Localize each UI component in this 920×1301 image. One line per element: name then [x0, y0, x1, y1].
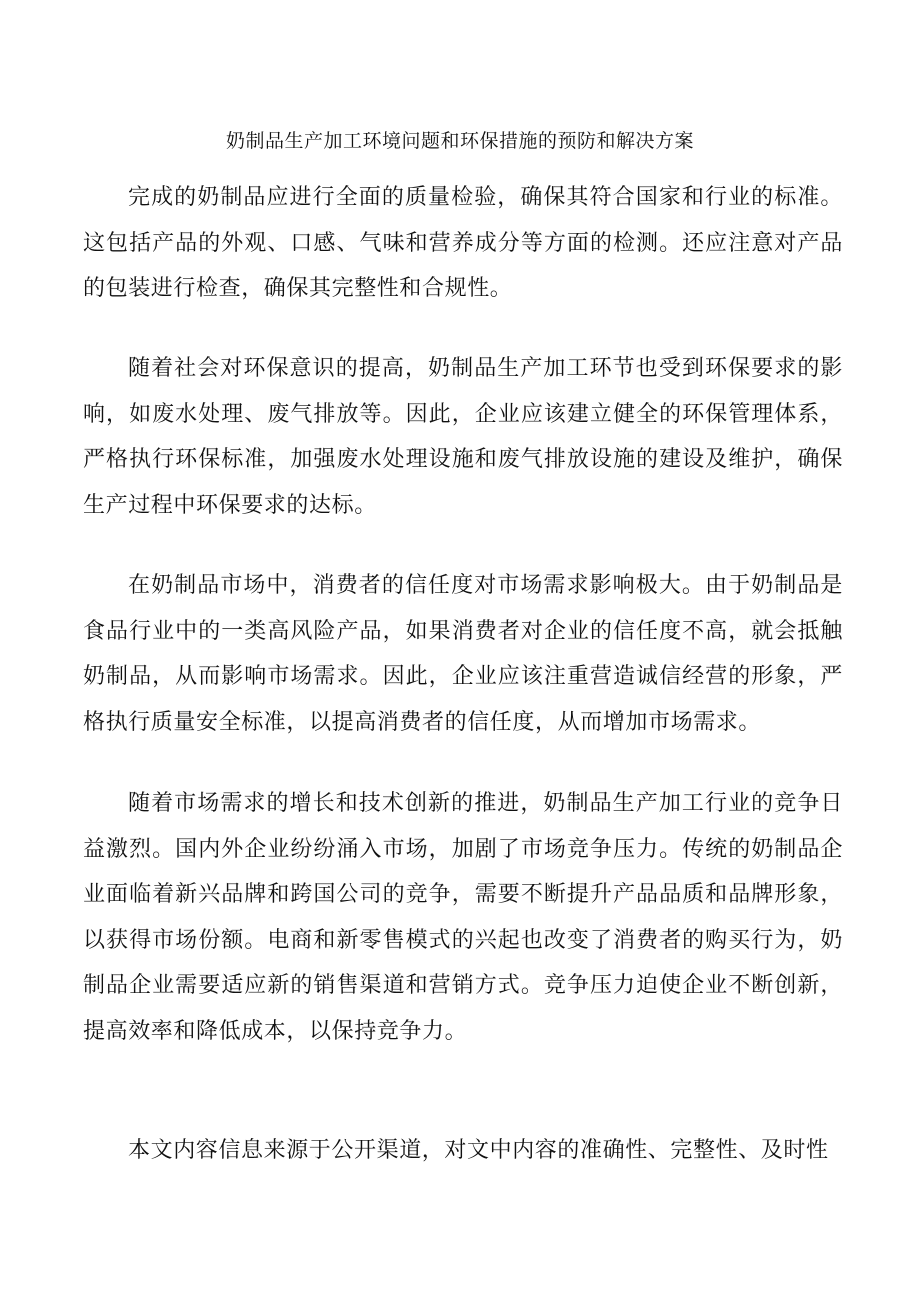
paragraph-environmental-protection: 随着社会对环保意识的提高，奶制品生产加工环节也受到环保要求的影响，如废水处理、废气排放等。因此，企业应该建立健全的环保管理体系，严格执行环保标准，加强废水处理设施和废气排放设施的建设及维护，确保生产过程中环保要求的达标。 — [83, 356, 843, 518]
paragraph-quality-inspection: 完成的奶制品应进行全面的质量检验，确保其符合国家和行业的标准。这包括产品的外观、口感、气味和营养成分等方面的检测。还应注意对产品的包装进行检查，确保其完整性和合规性。 — [83, 185, 843, 301]
paragraph-market-competition: 随着市场需求的增长和技术创新的推进，奶制品生产加工行业的竞争日益激烈。国内外企业纷纷涌入市场，加剧了市场竞争压力。传统的奶制品企业面临着新兴品牌和跨国公司的竞争，需要不断提升产品品质和品牌形象，以获得市场份额。电商和新零售模式的兴起也改变了消费者的购买行为，奶制品企业需要适应新的销售渠道和营销方式。竞争压力迫使企业不断创新，提高效率和降低成本，以保持竞争力。 — [83, 791, 843, 1044]
paragraph-consumer-trust: 在奶制品市场中，消费者的信任度对市场需求影响极大。由于奶制品是食品行业中的一类高风险产品，如果消费者对企业的信任度不高，就会抵触奶制品，从而影响市场需求。因此，企业应该注重营造诚信经营的形象，严格执行质量安全标准，以提高消费者的信任度，从而增加市场需求。 — [83, 573, 843, 735]
document-title: 奶制品生产加工环境问题和环保措施的预防和解决方案 — [225, 130, 694, 152]
paragraph-disclaimer: 本文内容信息来源于公开渠道，对文中内容的准确性、完整性、及时性 — [128, 1138, 829, 1163]
